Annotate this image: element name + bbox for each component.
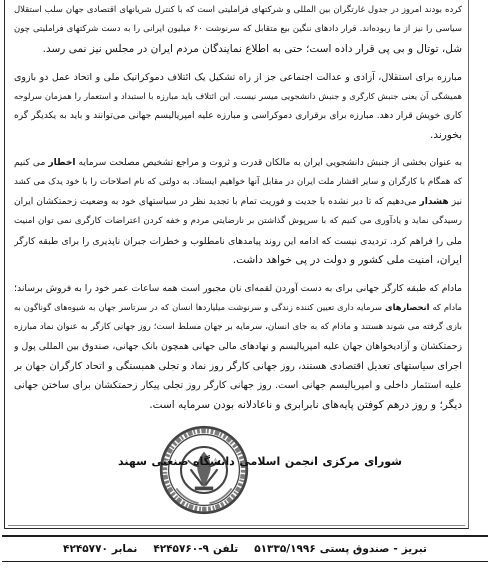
footer-pobox-group: [254, 543, 427, 555]
text-line: بخورند.: [430, 129, 462, 142]
text-line: رسیدگی نماید و یادآوری می کنیم که با سرپوش گذاشتن بر نارضایتی مردم و خفه کردن اعتراضات کارگری نمی توان امنیت: [14, 216, 462, 227]
text-line: مادام که طبقه کارگر جهانی برای به دست آوردن لقمه‌ای نان مجبور است همه ساعات عمر خود را به فروش برساند؛: [14, 283, 462, 295]
text-line: همیشگی آن یعنی جنبش کارگری و جنبش دانشجویی میسر نیست. این ائتلاف باید مبارزه با استبداد و استعمار را همزمان سرلوحه: [14, 91, 462, 102]
paragraph-1: [14, 1, 462, 59]
footer-fax-number: ۴۲۴۵۷۷۰: [63, 543, 108, 555]
text-line: که همگام با کارگران و سایر اقشار ملت ایران در مقابل آنها خواهیم ایستاد. به دولتی که نام اصلاحات را با خود یدک می کشد: [14, 177, 462, 188]
text-line: ملی را فراهم کرد. تردیدی نیست که ادامه این روند پیامدهای نامطلوب و خطرات جبران ناپذیری را برای طبقه کارگر: [14, 235, 462, 247]
footer-city: تبریز: [401, 543, 427, 555]
paragraph-2: [14, 68, 462, 146]
text-segment: می‌دهیم که تا دیر نشده با جدیت و فوریت تمام با تجدید نظر در سیاستهای خود به وضعیت زحمتکشان ایران: [14, 196, 420, 207]
emphasized-word: هشدار: [419, 196, 449, 207]
text-line: سیاسی را نیز از ما ربوده‌اند. قرار دادهای ننگین بیع متقابل که سرنوشت ۶۰ میلیون ایرانی را به دست شرکتهای فراملیتی چون: [14, 24, 462, 35]
text-line: علیه استثمار داخلی و امپریالیسم جهانی است. روز جهانی کارگر روز تجلی پیکار زحمتکشان برای ساختن جهانی: [14, 380, 462, 392]
text-segment: سرمایه داری تعیین کننده زندگی و سرنوشت میلیاردها انسان که در سرتاسر جهان به شیوه‌های گوناگون به: [14, 302, 385, 313]
footer-pobox-label: صندوق پستی: [319, 543, 390, 555]
footer-address-bar: [2, 535, 488, 562]
footer-pobox-number: ۵۱۳۳۵/۱۹۹۶: [254, 543, 316, 555]
text-line: کرده بودند امروز در جدول غارتگران بین المللی و شرکتهای فراملیتی است که با کنترل شریانهای اقتصادی جهان سلب استقلال: [14, 5, 462, 15]
text-line: [14, 154, 462, 173]
text-segment: به عنوان بخشی از جنبش دانشجویی ایران به مالکان قدرت و ثروت و مراجع تشخیص مصلحت سرمایه: [75, 158, 462, 169]
footer-fax-label: نمابر: [111, 543, 138, 555]
text-line: زحمتکشان و آزادیخواهان جهان علیه امپریالیسم و نهادهای مالی جهانی همچون بانک جهانی، صندوق بین المللی پول و: [14, 341, 462, 353]
text-line: [14, 298, 462, 317]
text-segment: می کنیم: [14, 158, 49, 169]
footer-phone-group: [153, 543, 238, 555]
emphasized-word: انحصارهای: [384, 302, 430, 313]
text-line: اجرای سیاستهای تعدیل اقتصادی هستند، روز جهانی کارگر روز نماد و تجلی همبستگی و اتحاد کارگران جهان بر: [14, 360, 462, 372]
document-body: [14, 1, 462, 415]
text-line: شل، توتال و بی پی قرار داده است؛ حتی به اطلاع نمایندگان مردم ایران در مجلس نیز نمی رسد.: [42, 42, 462, 55]
signature-line: شورای مرکزی انجمن اسلامی دانشگاه صنعتی سهند: [118, 455, 402, 468]
text-line: [14, 193, 462, 212]
text-line: مبارزه برای استقلال، آزادی و عدالت اجتماعی جز از راه تشکیل یک ائتلاف دموکراتیک ملی و اتحاد عمل دو بازوی: [14, 71, 462, 83]
footer-phone-number: ۴۲۴۵۷۶۰-۹: [153, 543, 209, 555]
text-line: کاری خویش قرار دهد. مبارزه برای برقراری دموکراسی و مبارزه علیه امپریالیسم جهانی می‌توانند و باید به یکدیگر گره: [14, 110, 462, 121]
text-segment: نیز: [448, 196, 462, 207]
footer-fax-group: [63, 543, 137, 555]
footer-separator: -: [393, 543, 398, 555]
text-line: ایران، امنیت ملی کشور و دولت در پی خواهد داشت.: [232, 254, 462, 267]
text-line: دیگر؛ و روز درهم کوفتن پایه‌های نابرابری و ناعادلانه بودن سرمایه است.: [149, 398, 462, 411]
text-line: بازی گرفته می شوند هستند و مادام که به جای انسان، سرمایه بر جهان مسلط است؛ روز جهانی کارگر به عنوان نماد مبارزه: [14, 321, 462, 332]
text-segment: مادام که: [429, 302, 462, 313]
paragraph-3: [14, 154, 462, 270]
emphasized-word: اخطار: [48, 158, 76, 169]
footer-phone-label: تلفن: [212, 543, 239, 555]
paragraph-4: [14, 279, 462, 415]
